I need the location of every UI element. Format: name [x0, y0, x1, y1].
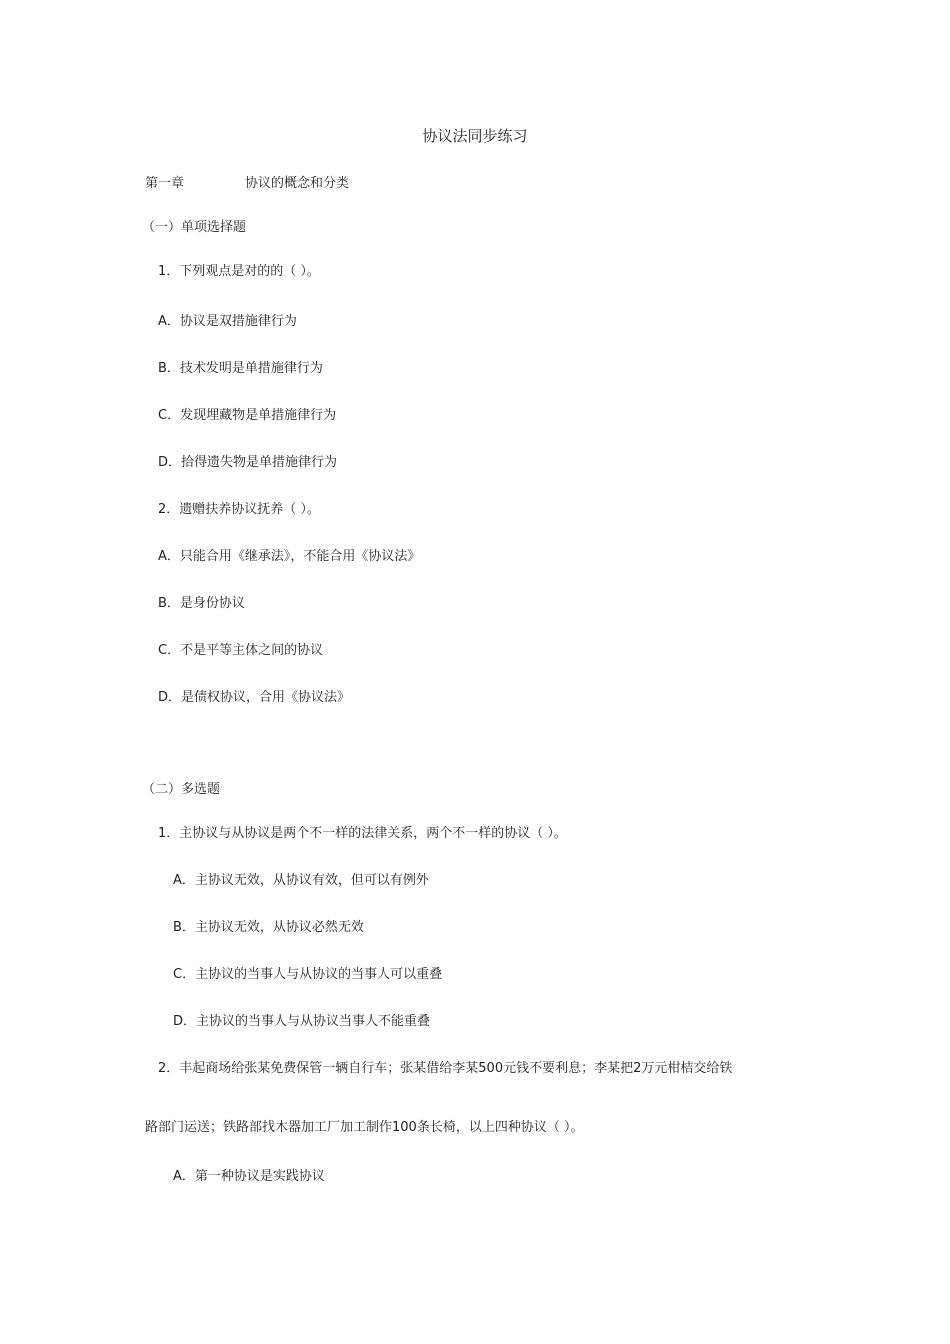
chapter-number: 第一章	[145, 176, 185, 191]
question-option: B．技术发明是单措施律行为	[158, 361, 323, 376]
question-option: D．是债权协议，合用《协议法》	[158, 690, 351, 705]
question-option: B．主协议无效，从协议必然无效	[173, 920, 364, 935]
question-option: D．主协议的当事人与从协议当事人不能重叠	[173, 1014, 431, 1029]
question-option: C．主协议的当事人与从协议的当事人可以重叠	[173, 967, 443, 982]
question-stem: 2．遗赠扶养协议抚养（ ）。	[158, 502, 320, 517]
section-heading-single-choice: （一）单项选择题	[142, 220, 247, 235]
question-option: A．协议是双措施律行为	[158, 314, 297, 329]
question-stem: 1．主协议与从协议是两个不一样的法律关系，两个不一样的协议（ ）。	[158, 826, 567, 841]
question-option: C．发现埋藏物是单措施律行为	[158, 408, 337, 423]
question-option: A．第一种协议是实践协议	[173, 1169, 325, 1184]
question-stem-line-1: 2．丰起商场给张某免费保管一辆自行车；张某借给李某500元钱不要利息；李某把2万元柑桔交给铁	[158, 1061, 733, 1076]
question-option: D．拾得遗失物是单措施律行为	[158, 455, 338, 470]
question-option: C．不是平等主体之间的协议	[158, 643, 324, 658]
question-stem: 1．下列观点是对的的（ ）。	[158, 264, 320, 279]
question-option: A．主协议无效，从协议有效，但可以有例外	[173, 873, 429, 888]
chapter-title: 协议的概念和分类	[245, 176, 350, 191]
section-heading-multiple-choice: （二）多选题	[142, 782, 221, 797]
document-title: 协议法同步练习	[422, 127, 528, 145]
question-option: A．只能合用《继承法》，不能合用《协议法》	[158, 549, 421, 564]
question-option: B．是身份协议	[158, 596, 245, 611]
question-stem-line-2: 路部门运送；铁路部找木器加工厂加工制作100条长椅，以上四种协议（ ）。	[145, 1120, 584, 1135]
